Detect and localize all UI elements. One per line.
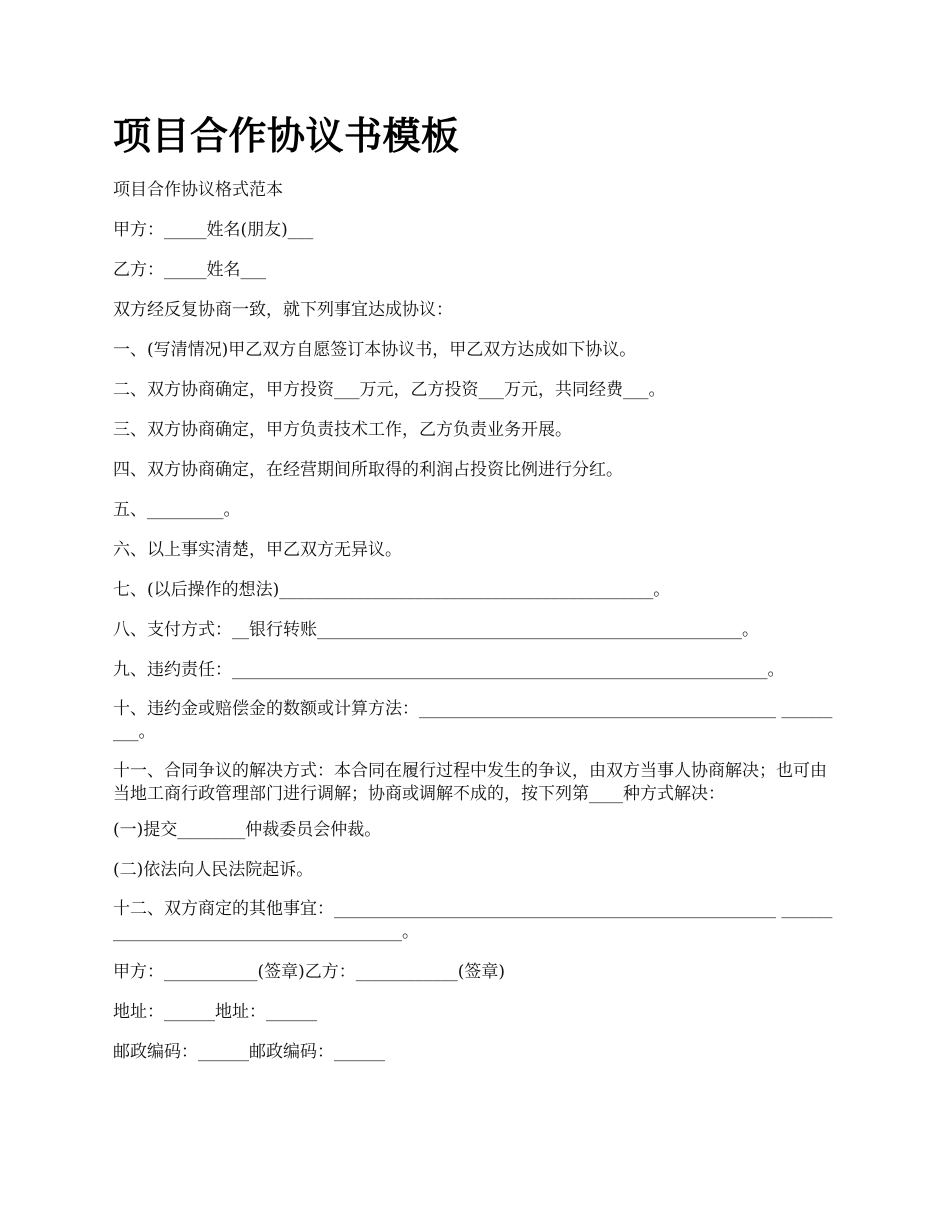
clause-11-option-2: (二)依法向人民法院起诉。 xyxy=(113,860,314,880)
document-content xyxy=(113,112,840,1064)
clause-10: 十、违约金或赔偿金的数额或计算方法：__________________________________________ _________。 xyxy=(113,699,833,742)
postal-code-line: 邮政编码：______邮政编码：______ xyxy=(113,1042,385,1062)
clause-8: 八、支付方式：__银行转账__________________________________________________。 xyxy=(113,620,759,640)
clause-1: 一、(写清情况)甲乙双方自愿签订本协议书，甲乙双方达成如下协议。 xyxy=(113,340,637,360)
party-a-line: 甲方：_____姓名(朋友)___ xyxy=(113,220,314,240)
clause-11: 十一、合同争议的解决方式：本合同在履行过程中发生的争议，由双方当事人协商解决；也可由当地工商行政管理部门进行调解；协商或调解不成的，按下列第____种方式解决： xyxy=(113,761,827,804)
clause-9: 九、违约责任：_______________________________________________________________。 xyxy=(113,660,785,680)
address-line: 地址：______地址：______ xyxy=(113,1002,317,1022)
clause-5: 五、_________。 xyxy=(113,500,241,520)
signature-line: 甲方：___________(签章)乙方：____________(签章) xyxy=(113,962,506,982)
party-b-line: 乙方：_____姓名___ xyxy=(113,260,266,280)
document-title: 项目合作协议书模板 xyxy=(113,113,460,158)
clause-2: 二、双方协商确定，甲方投资___万元，乙方投资___万元，共同经费___。 xyxy=(113,380,666,400)
intro-paragraph: 双方经反复协商一致，就下列事宜达成协议： xyxy=(113,300,453,320)
clause-12: 十二、双方商定的其他事宜：____________________________________________________ ________________________________________。 xyxy=(113,899,833,942)
clause-6: 六、以上事实清楚，甲乙双方无异议。 xyxy=(113,540,402,560)
clause-11-option-1: (一)提交________仲裁委员会仲裁。 xyxy=(113,820,382,840)
document-subtitle: 项目合作协议格式范本 xyxy=(113,180,283,200)
clause-4: 四、双方协商确定，在经营期间所取得的利润占投资比例进行分红。 xyxy=(113,460,623,480)
clause-7: 七、(以后操作的想法)____________________________________________。 xyxy=(113,580,671,600)
clause-3: 三、双方协商确定，甲方负责技术工作，乙方负责业务开展。 xyxy=(113,420,572,440)
